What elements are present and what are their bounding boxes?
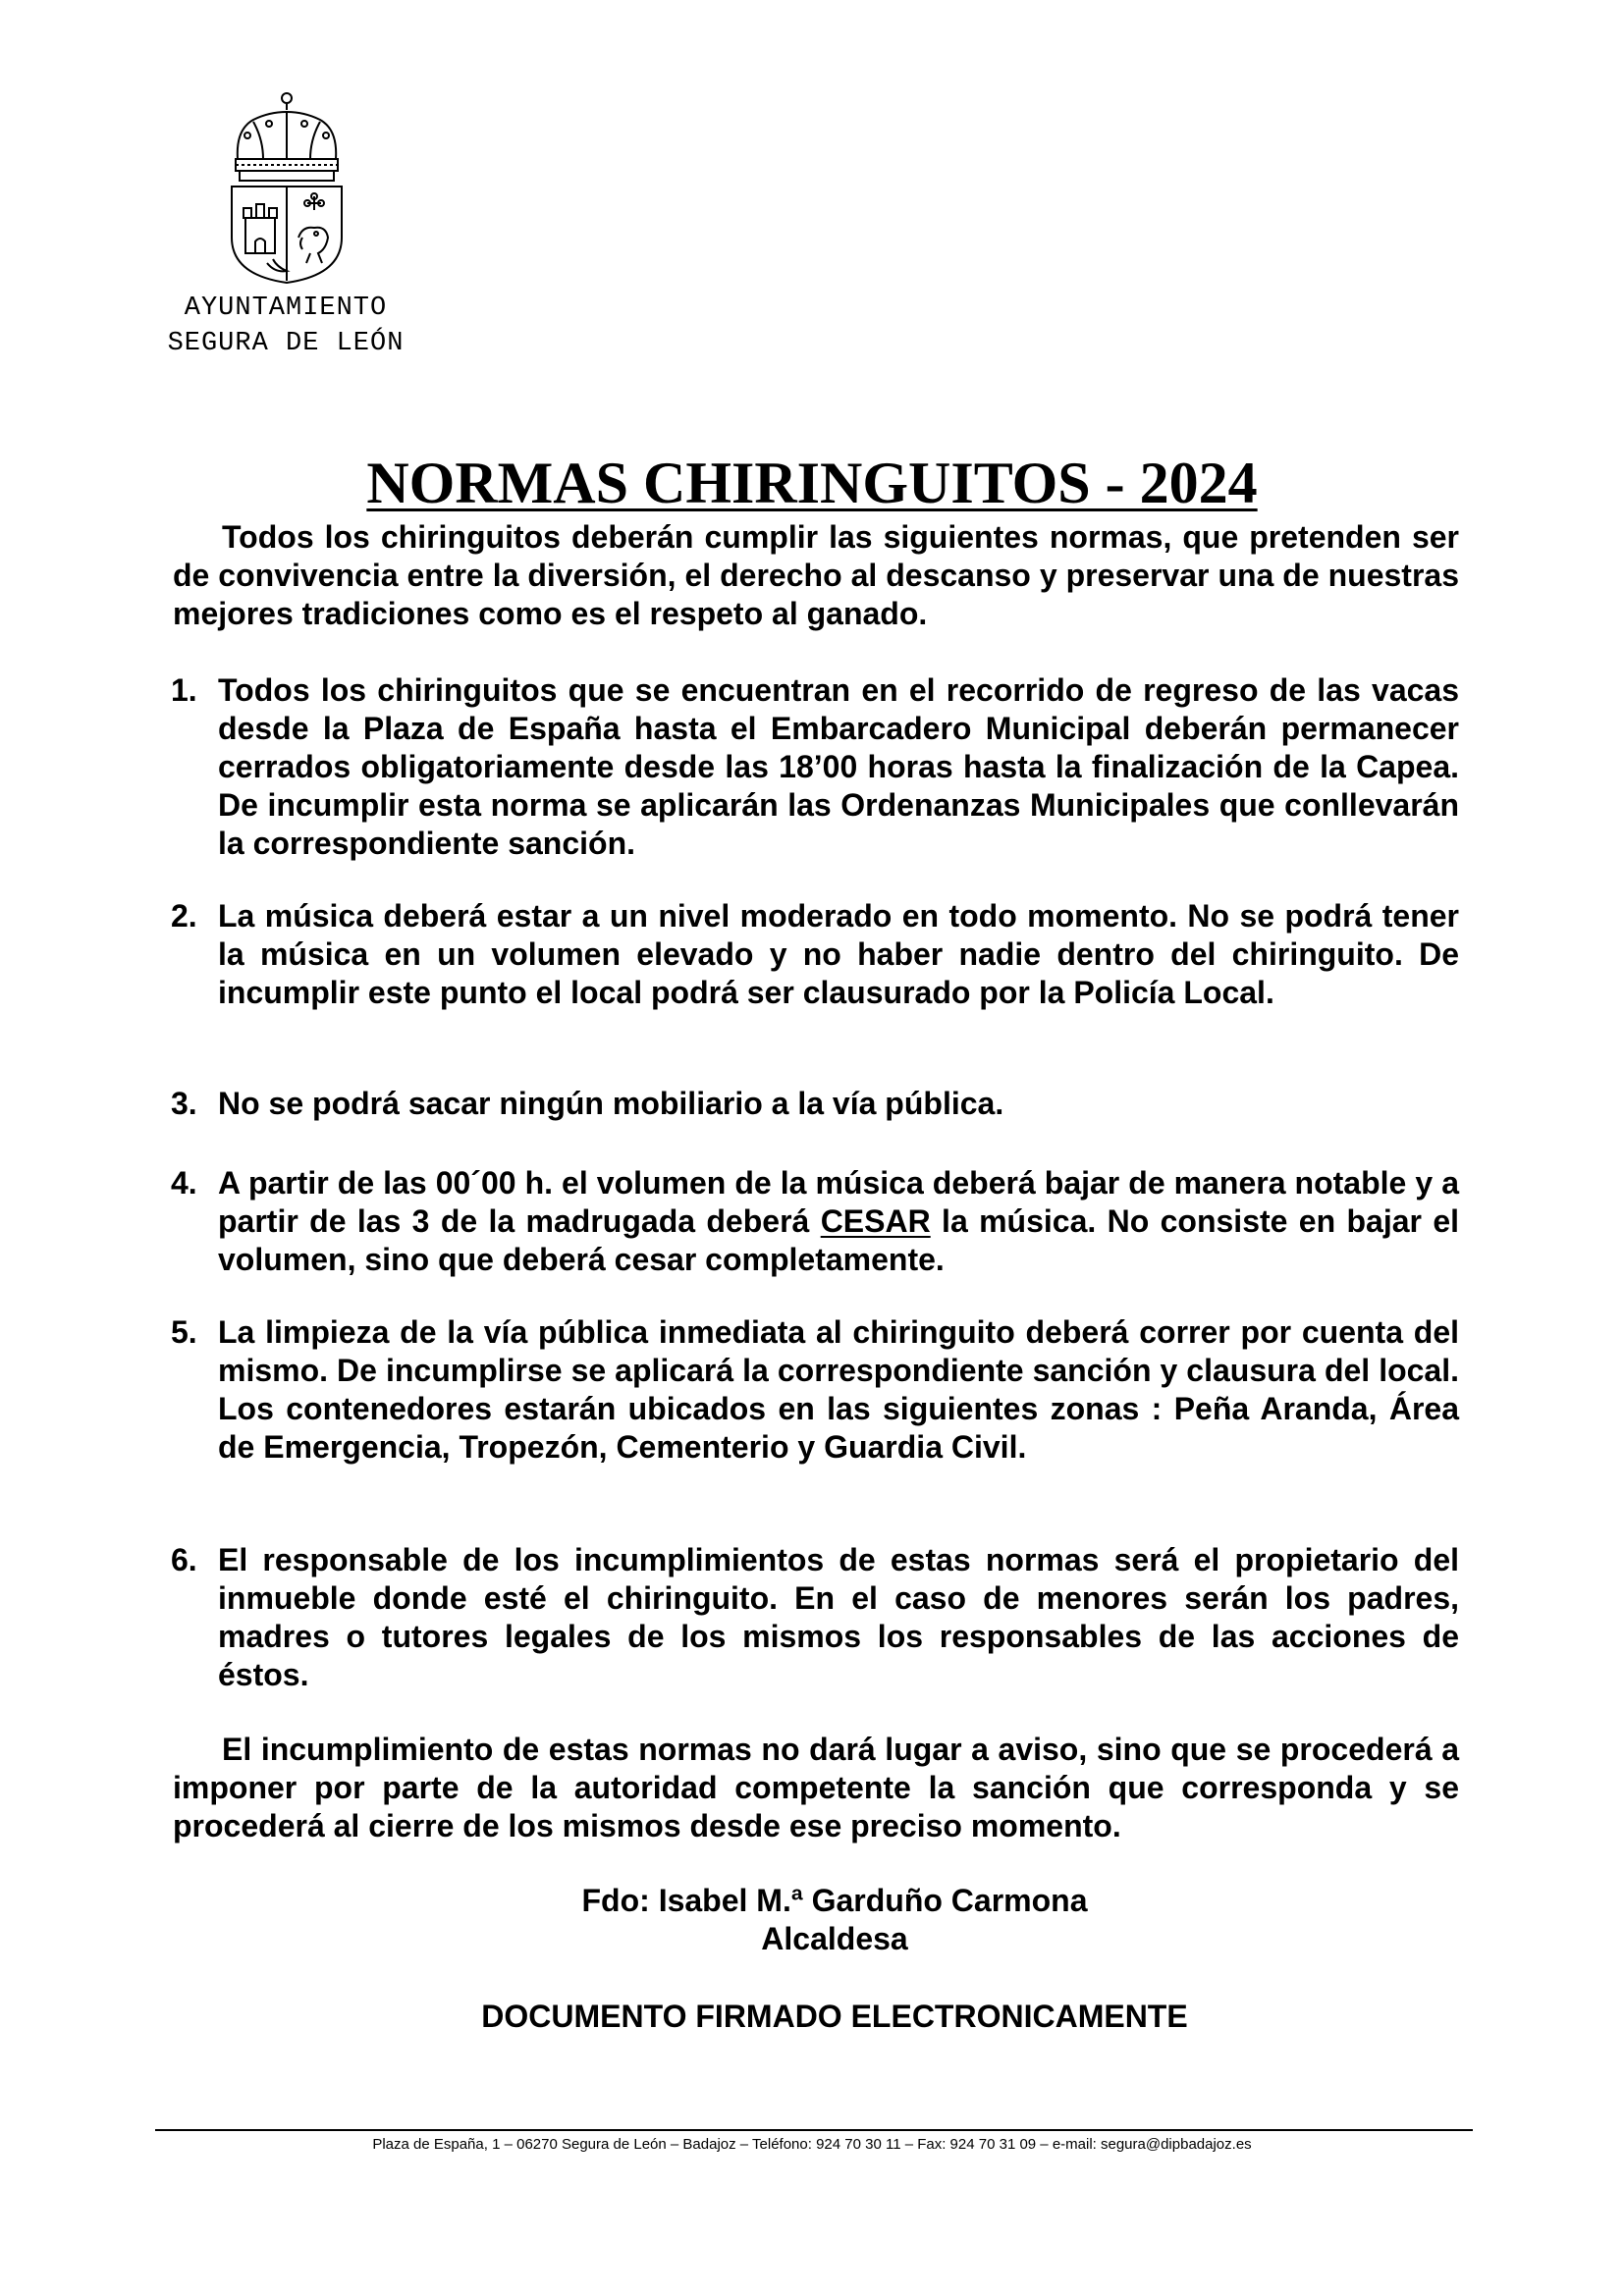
rule-text: La música deberá estar a un nivel moderado en todo momento. No se podrá tener la música en un volumen elevado y no haber nadie dentro del chiringuito. De incumplir este punto el local podrá ser clausurado por la Policía Local. (218, 898, 1459, 1010)
rule-text: El responsable de los incumplimientos de estas normas será el propietario del inmueble donde esté el chiringuito. En el caso de menores serán los padres, madres o tutores legales de los mismos los responsables de las acciones de éstos. (218, 1542, 1459, 1692)
rule-text-underlined: CESAR (820, 1203, 931, 1239)
rule-text (218, 1164, 1459, 1279)
rule-text: No se podrá sacar ningún mobiliario a la vía pública. (218, 1086, 1004, 1121)
rule-number: 3. (171, 1086, 197, 1121)
rule-text-before: A partir de las 00´00 h. el volumen de la música deberá bajar de manera notable y a partir de las 3 de la madrugada deberá (218, 1165, 1459, 1239)
rule-number: 5. (171, 1314, 197, 1350)
rule-item-3 (171, 1085, 1459, 1123)
organization-name (135, 291, 436, 361)
rule-item-6 (171, 1541, 1459, 1694)
rule-item-4 (171, 1164, 1460, 1279)
rule-number: 6. (171, 1542, 197, 1577)
coat-of-arms-icon (224, 90, 350, 287)
signature-role: Alcaldesa (761, 1921, 908, 1956)
org-line-1: AYUNTAMIENTO (184, 294, 388, 323)
footer-divider (155, 2129, 1473, 2131)
closing-paragraph: El incumplimiento de estas normas no dará lugar a aviso, sino que se procederá a imponer por parte de la autoridad competente la sanción que corresponda y se procederá al cierre de los mismos desde ese preciso momento. (173, 1732, 1459, 1843)
rule-item-1 (171, 671, 1459, 863)
rule-text: Todos los chiringuitos que se encuentran en el recorrido de regreso de las vacas desde la Plaza de España hasta el Embarcadero Municipal deberán permanecer cerrados obligatoriamente desde las 18’00 horas hasta la finalización de la Capea. De incumplir esta norma se aplicarán las Ordenanzas Municipales que conllevarán la correspondiente sanción. (218, 672, 1459, 861)
electronic-signature-note: DOCUMENTO FIRMADO ELECTRONICAMENTE (481, 1999, 1188, 2034)
intro-paragraph: Todos los chiringuitos deberán cumplir las siguientes normas, que pretenden ser de convivencia entre la diversión, el derecho al descanso y preservar una de nuestras mejores tradiciones como es el respeto al ganado. (173, 519, 1459, 631)
rule-text: La limpieza de la vía pública inmediata al chiringuito deberá correr por cuenta del mismo. De incumplirse se aplicará la correspondiente sanción y clausura del local. Los contenedores estarán ubicados en las siguientes zonas : Peña Aranda, Área de Emergencia, Tropezón, Cementerio y Guardia Civil. (218, 1314, 1459, 1465)
org-line-2: SEGURA DE LEÓN (167, 329, 405, 358)
rule-number: 1. (171, 672, 197, 708)
document-title: NORMAS CHIRINGUITOS - 2024 (366, 451, 1258, 515)
rule-number: 2. (171, 898, 197, 934)
signature-name: Fdo: Isabel M.ª Garduño Carmona (581, 1883, 1088, 1918)
rule-number: 4. (171, 1165, 197, 1201)
rule-item-5 (171, 1313, 1459, 1467)
rule-item-2 (171, 897, 1459, 1012)
rule-text-after: la música. No consiste en bajar el volumen, sino que deberá cesar completamente. (218, 1203, 1460, 1277)
footer-contact: Plaza de España, 1 – 06270 Segura de León – Badajoz – Teléfono: 924 70 30 11 – Fax: 924 70 31 09 – e-mail: segura@dipbadajoz.es (372, 2136, 1252, 2153)
